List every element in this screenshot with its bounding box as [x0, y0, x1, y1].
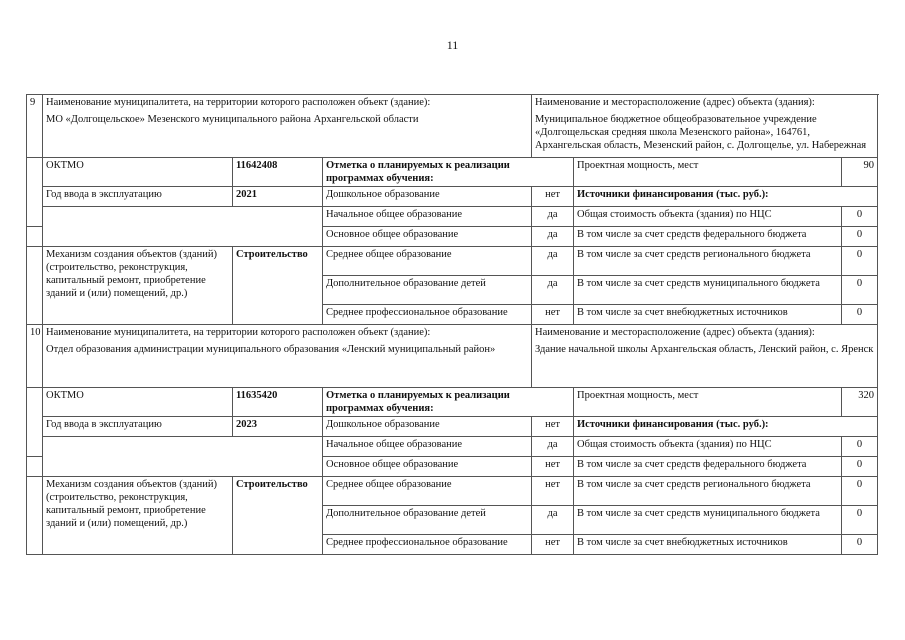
page-number: 11: [446, 38, 459, 52]
finance-title: Источники финансирования (тыс. руб.):: [574, 187, 878, 207]
year-value: 2023: [233, 417, 323, 437]
finance-value: 0: [842, 207, 878, 227]
program-mark: да: [532, 276, 574, 305]
program-name: Дополнительное образование детей: [323, 276, 532, 305]
record-header-row: [27, 325, 878, 388]
object-cell: [532, 95, 878, 158]
finance-label: В том числе за счет внебюджетных источников: [574, 305, 842, 325]
program-name: Основное общее образование: [323, 457, 532, 477]
objects-table: [26, 94, 878, 555]
program-row: [27, 247, 878, 276]
finance-label: В том числе за счет средств регионального бюджета: [574, 247, 842, 276]
program-row: [27, 477, 878, 506]
program-name: Среднее общее образование: [323, 247, 532, 276]
program-row: [27, 417, 878, 437]
oktmo-label: ОКТМО: [43, 158, 233, 187]
finance-value: 0: [842, 535, 878, 555]
oktmo-value: 11642408: [233, 158, 323, 187]
programs-label: Отметка о планируемых к реализации программах обучения:: [323, 158, 574, 187]
program-row: [27, 437, 878, 457]
year-value: 2021: [233, 187, 323, 207]
program-mark: да: [532, 437, 574, 457]
program-mark: да: [532, 227, 574, 247]
finance-label: В том числе за счет средств федерального бюджета: [574, 227, 842, 247]
municipality-cell: [43, 325, 532, 388]
finance-value: 0: [842, 506, 878, 535]
object-label: Наименование и месторасположение (адрес) объекта (здания):: [535, 327, 815, 338]
program-mark: нет: [532, 457, 574, 477]
program-mark: нет: [532, 535, 574, 555]
finance-value: 0: [842, 477, 878, 506]
program-name: Основное общее образование: [323, 227, 532, 247]
finance-value: 0: [842, 276, 878, 305]
program-row: [27, 207, 878, 227]
municipality-label: Наименование муниципалитета, на территории которого расположен объект (здание):: [46, 97, 431, 108]
finance-label: В том числе за счет средств муниципального бюджета: [574, 276, 842, 305]
object-address: Муниципальное бюджетное общеобразовательное учреждение «Долгощельская средняя школа Мезенского района», 164761, Архангельская область, Мезенский район, с. Долгощелье, ул. Набережная: [535, 114, 867, 151]
finance-value: 0: [842, 247, 878, 276]
municipality-label: Наименование муниципалитета, на территории которого расположен объект (здание):: [46, 327, 431, 338]
finance-label: Общая стоимость объекта (здания) по НЦС: [574, 207, 842, 227]
record-number: 9: [27, 95, 43, 158]
program-name: Среднее общее образование: [323, 477, 532, 506]
record-number: 10: [27, 325, 43, 388]
finance-label: Общая стоимость объекта (здания) по НЦС: [574, 437, 842, 457]
programs-label: Отметка о планируемых к реализации программах обучения:: [323, 388, 574, 417]
oktmo-value: 11635420: [233, 388, 323, 417]
mechanism-label: Механизм создания объектов (зданий) (строительство, реконструкция, капитальный ремонт, приобретение зданий и (или) помещений, др.): [43, 247, 233, 325]
program-name: Среднее профессиональное образование: [323, 305, 532, 325]
record-header-row: [27, 95, 878, 158]
program-name: Среднее профессиональное образование: [323, 535, 532, 555]
program-mark: нет: [532, 305, 574, 325]
program-name: Дошкольное образование: [323, 417, 532, 437]
object-cell: [532, 325, 878, 388]
object-label: Наименование и месторасположение (адрес) объекта (здания):: [535, 97, 815, 108]
finance-value: 0: [842, 457, 878, 477]
program-name: Дополнительное образование детей: [323, 506, 532, 535]
program-name: Начальное общее образование: [323, 437, 532, 457]
mechanism-value: Строительство: [233, 477, 323, 555]
finance-value: 0: [842, 305, 878, 325]
oktmo-row: [27, 388, 878, 417]
municipality-cell: [43, 95, 532, 158]
capacity-label: Проектная мощность, мест: [574, 158, 842, 187]
object-address: Здание начальной школы Архангельская область, Ленский район, с. Яренск: [535, 344, 874, 355]
program-row: [27, 187, 878, 207]
finance-label: В том числе за счет внебюджетных источников: [574, 535, 842, 555]
finance-value: 0: [842, 437, 878, 457]
year-label: Год ввода в эксплуатацию: [43, 187, 233, 207]
capacity-value: 320: [842, 388, 878, 417]
program-name: Дошкольное образование: [323, 187, 532, 207]
year-label: Год ввода в эксплуатацию: [43, 417, 233, 437]
oktmo-row: [27, 158, 878, 187]
municipality-name: Отдел образования администрации муниципального образования «Ленский муниципальный район»: [46, 344, 496, 355]
finance-title: Источники финансирования (тыс. руб.):: [574, 417, 878, 437]
finance-value: 0: [842, 227, 878, 247]
mechanism-label: Механизм создания объектов (зданий) (строительство, реконструкция, капитальный ремонт, приобретение зданий и (или) помещений, др.): [43, 477, 233, 555]
program-name: Начальное общее образование: [323, 207, 532, 227]
program-mark: нет: [532, 477, 574, 506]
finance-label: В том числе за счет средств федерального бюджета: [574, 457, 842, 477]
program-mark: да: [532, 506, 574, 535]
program-mark: нет: [532, 417, 574, 437]
finance-label: В том числе за счет средств муниципального бюджета: [574, 506, 842, 535]
capacity-label: Проектная мощность, мест: [574, 388, 842, 417]
program-mark: да: [532, 207, 574, 227]
program-mark: да: [532, 247, 574, 276]
finance-label: В том числе за счет средств регионального бюджета: [574, 477, 842, 506]
municipality-name: МО «Долгощельское» Мезенского муниципального района Архангельской области: [46, 114, 419, 125]
oktmo-label: ОКТМО: [43, 388, 233, 417]
program-mark: нет: [532, 187, 574, 207]
capacity-value: 90: [842, 158, 878, 187]
mechanism-value: Строительство: [233, 247, 323, 325]
